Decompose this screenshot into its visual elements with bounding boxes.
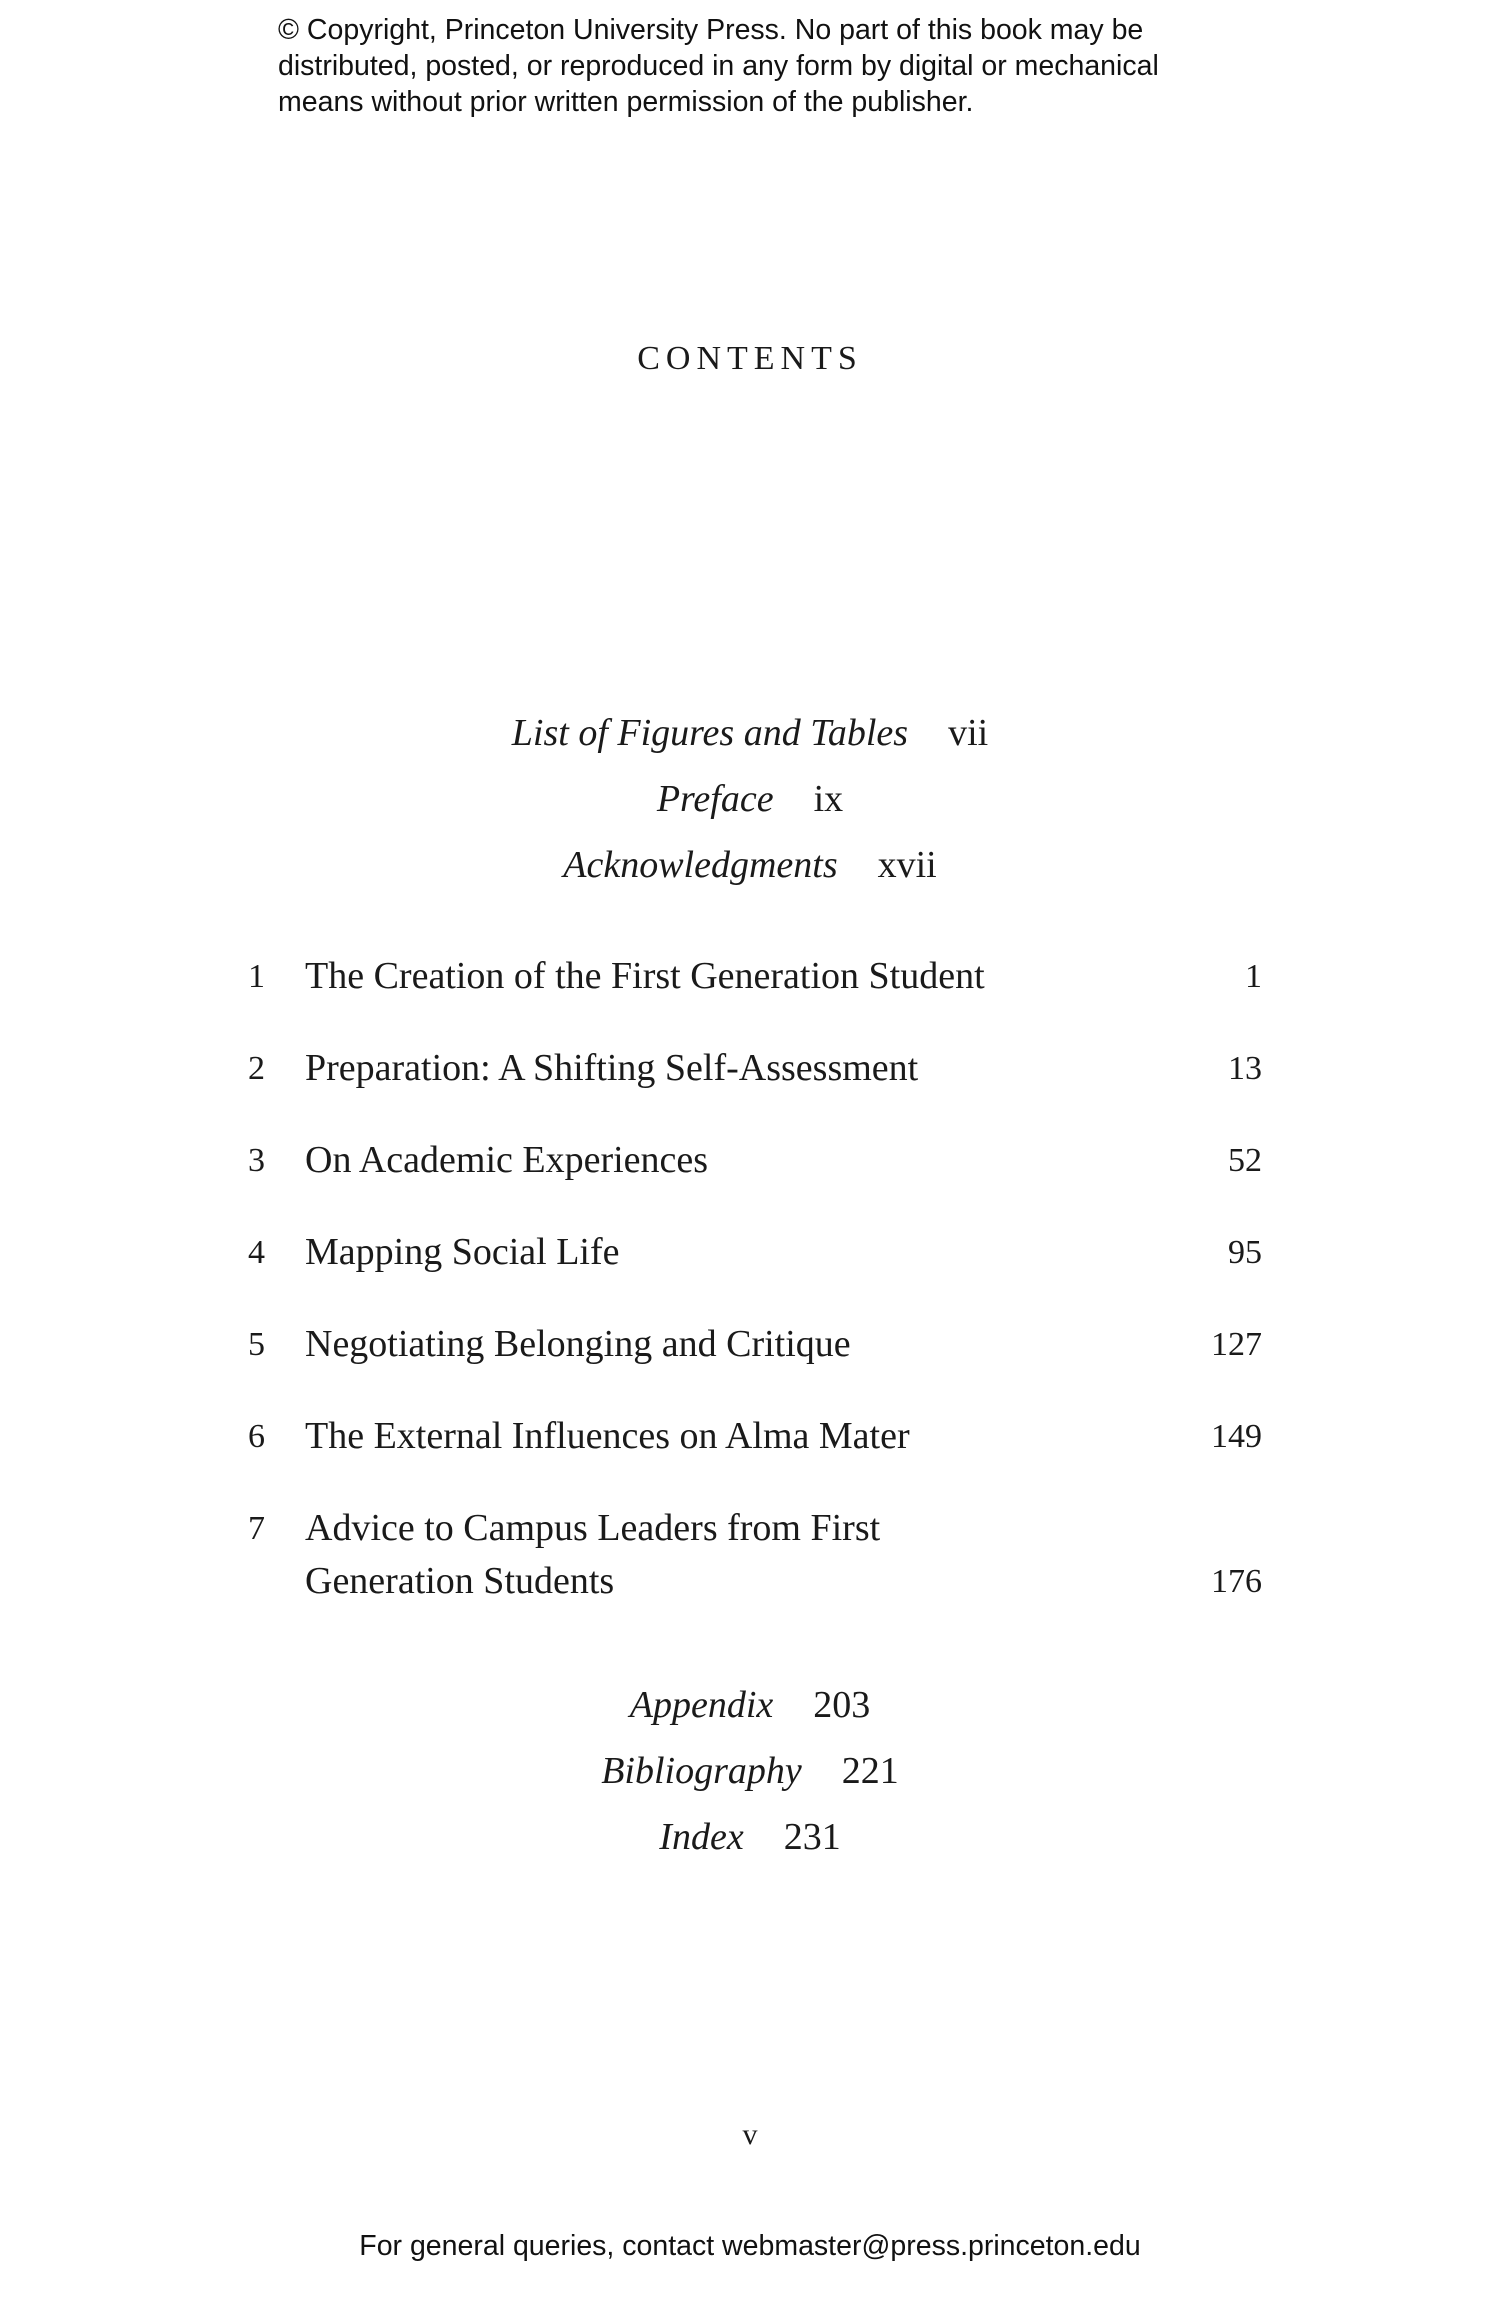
copyright-notice — [278, 12, 1278, 120]
chapter-title: Preparation: A Shifting Self-Assessment — [305, 1047, 919, 1089]
copyright-line: means without prior written permission of the publisher. — [278, 86, 974, 118]
toc-entry-title: Index — [659, 1816, 744, 1858]
chapter-title: The External Influences on Alma Mater — [305, 1415, 910, 1457]
chapter-page: 95 — [1228, 1234, 1262, 1271]
chapter-title: Mapping Social Life — [305, 1231, 620, 1273]
toc-chapter-3[interactable] — [0, 1134, 1500, 1226]
toc-chapter-6[interactable] — [0, 1410, 1500, 1502]
footer-contact: For general queries, contact webmaster@press.princeton.edu — [359, 2230, 1141, 2262]
chapter-page: 176 — [1211, 1563, 1262, 1600]
chapter-number: 3 — [248, 1142, 265, 1179]
toc-entry-title: Appendix — [629, 1684, 774, 1726]
toc-entry-index[interactable] — [0, 1804, 1500, 1870]
chapter-title — [305, 1502, 1185, 1608]
toc-entry-page: vii — [948, 712, 989, 754]
toc-entry-bibliography[interactable] — [0, 1738, 1500, 1804]
toc-entry-title: Preface — [656, 778, 774, 820]
chapter-title: Negotiating Belonging and Critique — [305, 1323, 851, 1365]
page-number: v — [742, 2118, 758, 2151]
chapter-page: 127 — [1211, 1326, 1262, 1363]
toc-chapter-4[interactable] — [0, 1226, 1500, 1318]
toc-entry-title: Acknowledgments — [563, 844, 838, 886]
copyright-line: distributed, posted, or reproduced in any form by digital or mechanical — [278, 50, 1159, 82]
page-title: CONTENTS — [637, 340, 863, 377]
chapter-number: 6 — [248, 1418, 265, 1455]
chapter-number: 4 — [248, 1234, 265, 1271]
toc-chapter-5[interactable] — [0, 1318, 1500, 1410]
toc-entry-page: ix — [813, 778, 844, 820]
chapter-page: 52 — [1228, 1142, 1262, 1179]
chapter-title: The Creation of the First Generation Student — [305, 955, 985, 997]
back-matter-list — [0, 1672, 1500, 1870]
chapter-number: 1 — [248, 958, 265, 995]
toc-chapter-7[interactable] — [0, 1502, 1500, 1652]
toc-chapter-1[interactable] — [0, 950, 1500, 1042]
front-matter-list — [0, 700, 1500, 898]
toc-entry-page: 221 — [841, 1750, 899, 1792]
chapter-list — [0, 950, 1500, 1652]
toc-entry-page: 231 — [783, 1816, 841, 1858]
chapter-number: 2 — [248, 1050, 265, 1087]
chapter-page: 149 — [1211, 1418, 1262, 1455]
chapter-page: 13 — [1228, 1050, 1262, 1087]
chapter-number: 7 — [248, 1510, 265, 1547]
chapter-title-line: Advice to Campus Leaders from First — [305, 1507, 881, 1549]
toc-entry-figures-tables[interactable] — [0, 700, 1500, 766]
toc-entry-acknowledgments[interactable] — [0, 832, 1500, 898]
toc-entry-page: xvii — [877, 844, 937, 886]
toc-entry-preface[interactable] — [0, 766, 1500, 832]
toc-entry-page: 203 — [813, 1684, 871, 1726]
chapter-title-line: Generation Students — [305, 1560, 615, 1602]
toc-entry-appendix[interactable] — [0, 1672, 1500, 1738]
chapter-page: 1 — [1245, 958, 1262, 995]
toc-entry-title: Bibliography — [601, 1750, 802, 1792]
toc-entry-title: List of Figures and Tables — [511, 712, 909, 754]
copyright-line: © Copyright, Princeton University Press. No part of this book may be — [278, 14, 1144, 46]
chapter-title: On Academic Experiences — [305, 1139, 709, 1181]
toc-chapter-2[interactable] — [0, 1042, 1500, 1134]
chapter-number: 5 — [248, 1326, 265, 1363]
